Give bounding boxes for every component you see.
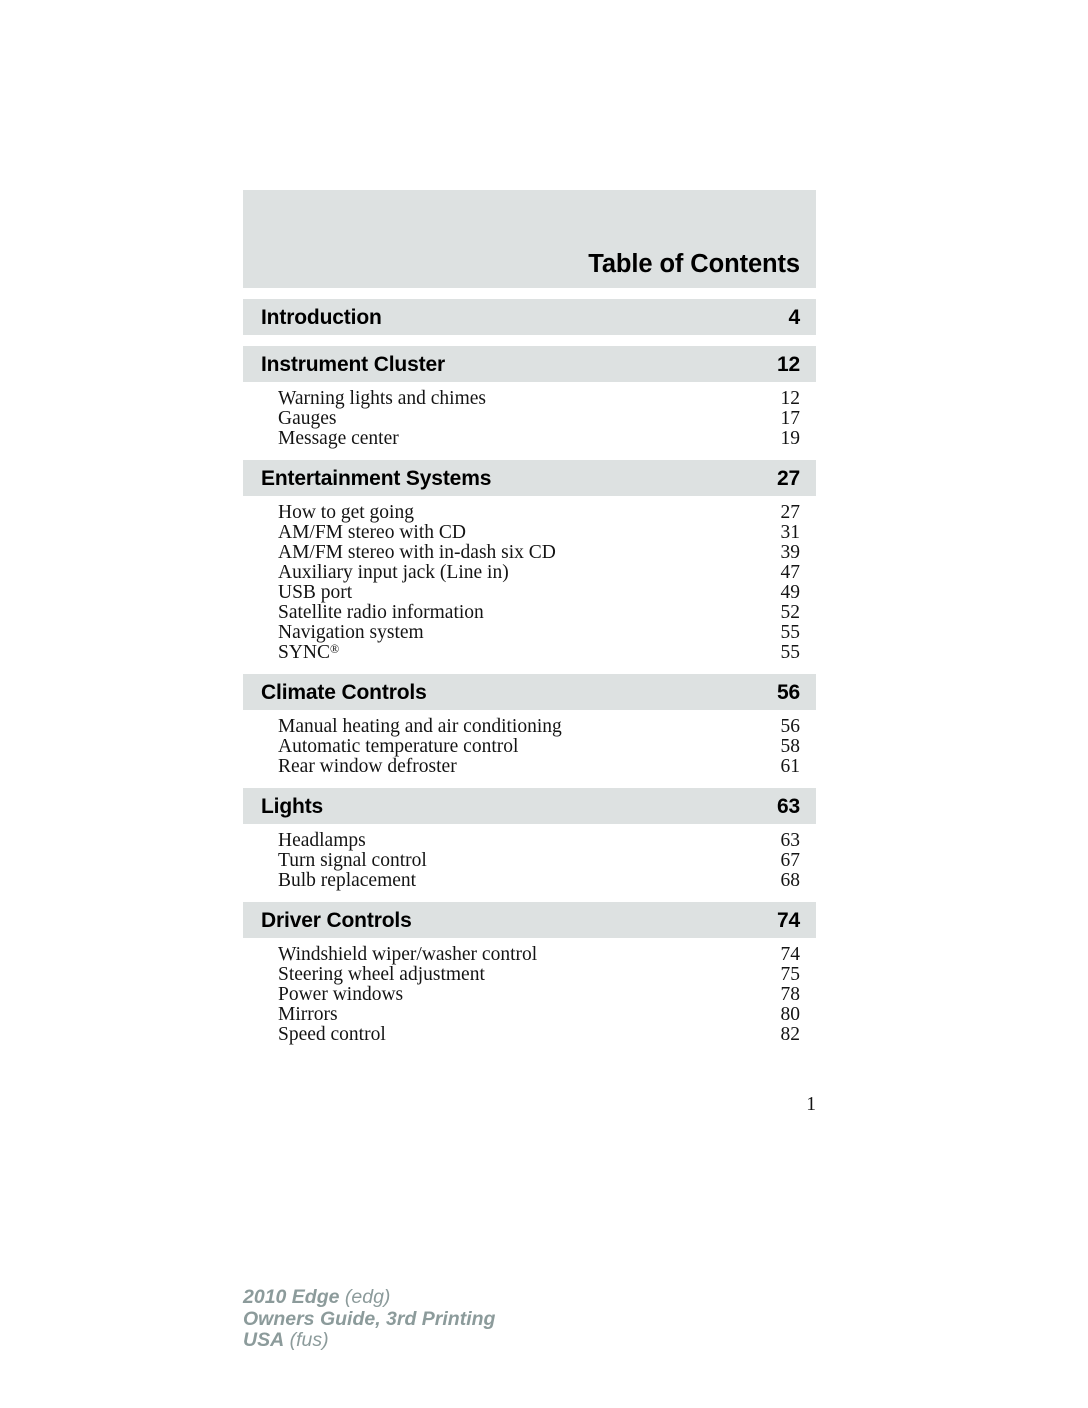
page-title: Table of Contents: [588, 250, 800, 278]
entry-title: Mirrors: [278, 1004, 338, 1025]
entry-row[interactable]: [278, 409, 800, 429]
chapter-title: Introduction: [261, 305, 382, 329]
entry-title: Automatic temperature control: [278, 736, 519, 757]
entry-group: [243, 717, 816, 777]
imprint-line-3: [243, 1330, 495, 1352]
entry-page-number: 55: [780, 642, 800, 663]
entry-row[interactable]: [278, 831, 800, 851]
chapter-page-number: 63: [776, 794, 800, 818]
chapter-row[interactable]: [243, 299, 816, 335]
entry-group: [243, 503, 816, 663]
entry-title: Turn signal control: [278, 850, 427, 871]
masthead-band: [243, 190, 816, 288]
chapter-row[interactable]: [243, 460, 816, 496]
entry-row[interactable]: [278, 563, 800, 583]
entry-row[interactable]: [278, 523, 800, 543]
entry-row[interactable]: [278, 965, 800, 985]
entry-title: Bulb replacement: [278, 870, 417, 891]
entry-group: [243, 945, 816, 1045]
chapter-title: Driver Controls: [261, 908, 412, 932]
entry-title: Manual heating and air conditioning: [278, 716, 562, 737]
entry-page-number: 67: [780, 850, 800, 871]
imprint-line-1: [243, 1287, 495, 1309]
chapter-title: Entertainment Systems: [261, 466, 492, 490]
entry-group: [243, 831, 816, 891]
imprint-model-code: (edg): [344, 1286, 391, 1308]
entry-row[interactable]: [278, 543, 800, 563]
folio-page-number: 1: [806, 1094, 816, 1115]
entry-page-number: 61: [780, 756, 800, 777]
entry-row[interactable]: [278, 985, 800, 1005]
entry-row[interactable]: [278, 851, 800, 871]
entry-group: [243, 389, 816, 449]
imprint-market: USA: [243, 1329, 285, 1351]
entry-page-number: 58: [780, 736, 800, 757]
entry-title: Auxiliary input jack (Line in): [278, 562, 509, 583]
entry-title: Power windows: [278, 984, 404, 1005]
entry-row[interactable]: [278, 643, 800, 663]
entry-title-text: SYNC: [278, 642, 331, 663]
entry-page-number: 47: [780, 562, 800, 583]
imprint-block: [243, 1287, 495, 1352]
entry-row[interactable]: [278, 945, 800, 965]
entry-row[interactable]: [278, 603, 800, 623]
entry-row[interactable]: [278, 583, 800, 603]
entry-row[interactable]: [278, 503, 800, 523]
entry-row[interactable]: [278, 737, 800, 757]
entry-row[interactable]: [278, 623, 800, 643]
entry-title: AM/FM stereo with in-dash six CD: [278, 542, 556, 563]
entry-title: Windshield wiper/washer control: [278, 944, 538, 965]
entry-title: Message center: [278, 428, 399, 449]
imprint-guide: Owners Guide, 3rd Printing: [243, 1307, 496, 1330]
imprint-line-2: [243, 1309, 495, 1331]
entry-page-number: 82: [780, 1024, 800, 1045]
chapter-row[interactable]: [243, 788, 816, 824]
entry-title: Headlamps: [278, 830, 366, 851]
chapter-row[interactable]: [243, 346, 816, 382]
entry-title: [278, 643, 339, 663]
entry-page-number: 52: [780, 602, 800, 623]
entry-page-number: 80: [780, 1004, 800, 1025]
entry-page-number: 49: [780, 582, 800, 603]
entry-row[interactable]: [278, 389, 800, 409]
chapter-page-number: 27: [776, 466, 800, 490]
entry-title: Rear window defroster: [278, 756, 457, 777]
chapter-title: Climate Controls: [261, 680, 427, 704]
registered-trademark-mark: ®: [330, 641, 340, 656]
entry-page-number: 63: [780, 830, 800, 851]
entry-title: Gauges: [278, 408, 337, 429]
chapter-page-number: 4: [788, 305, 800, 329]
imprint-model: 2010 Edge: [243, 1286, 340, 1308]
entry-page-number: 56: [780, 716, 800, 737]
chapter-title: Instrument Cluster: [261, 352, 445, 376]
entry-page-number: 39: [780, 542, 800, 563]
entry-page-number: 17: [780, 408, 800, 429]
entry-page-number: 75: [780, 964, 800, 985]
entry-title: Speed control: [278, 1024, 386, 1045]
entry-title: USB port: [278, 582, 353, 603]
entry-title: How to get going: [278, 502, 414, 523]
chapter-row[interactable]: [243, 674, 816, 710]
entry-row[interactable]: [278, 871, 800, 891]
chapter-title: Lights: [261, 794, 324, 818]
chapter-page-number: 74: [776, 908, 800, 932]
entry-page-number: 19: [780, 428, 800, 449]
entry-page-number: 12: [780, 388, 800, 409]
chapter-page-number: 12: [776, 352, 800, 376]
entry-title: Satellite radio information: [278, 602, 484, 623]
entry-title: Navigation system: [278, 622, 424, 643]
entry-title: Steering wheel adjustment: [278, 964, 485, 985]
entry-page-number: 27: [780, 502, 800, 523]
chapter-list: [243, 299, 816, 1045]
entry-row[interactable]: [278, 429, 800, 449]
entry-row[interactable]: [278, 717, 800, 737]
entry-page-number: 74: [780, 944, 800, 965]
table-of-contents-page: [243, 190, 816, 1053]
imprint-market-code: (fus): [289, 1329, 329, 1351]
entry-title: AM/FM stereo with CD: [278, 522, 466, 543]
chapter-page-number: 56: [776, 680, 800, 704]
entry-row[interactable]: [278, 757, 800, 777]
entry-page-number: 78: [780, 984, 800, 1005]
entry-page-number: 55: [780, 622, 800, 643]
entry-row[interactable]: [278, 1005, 800, 1025]
chapter-row[interactable]: [243, 902, 816, 938]
entry-page-number: 68: [780, 870, 800, 891]
entry-page-number: 31: [780, 522, 800, 543]
entry-title: Warning lights and chimes: [278, 388, 487, 409]
entry-row[interactable]: [278, 1025, 800, 1045]
